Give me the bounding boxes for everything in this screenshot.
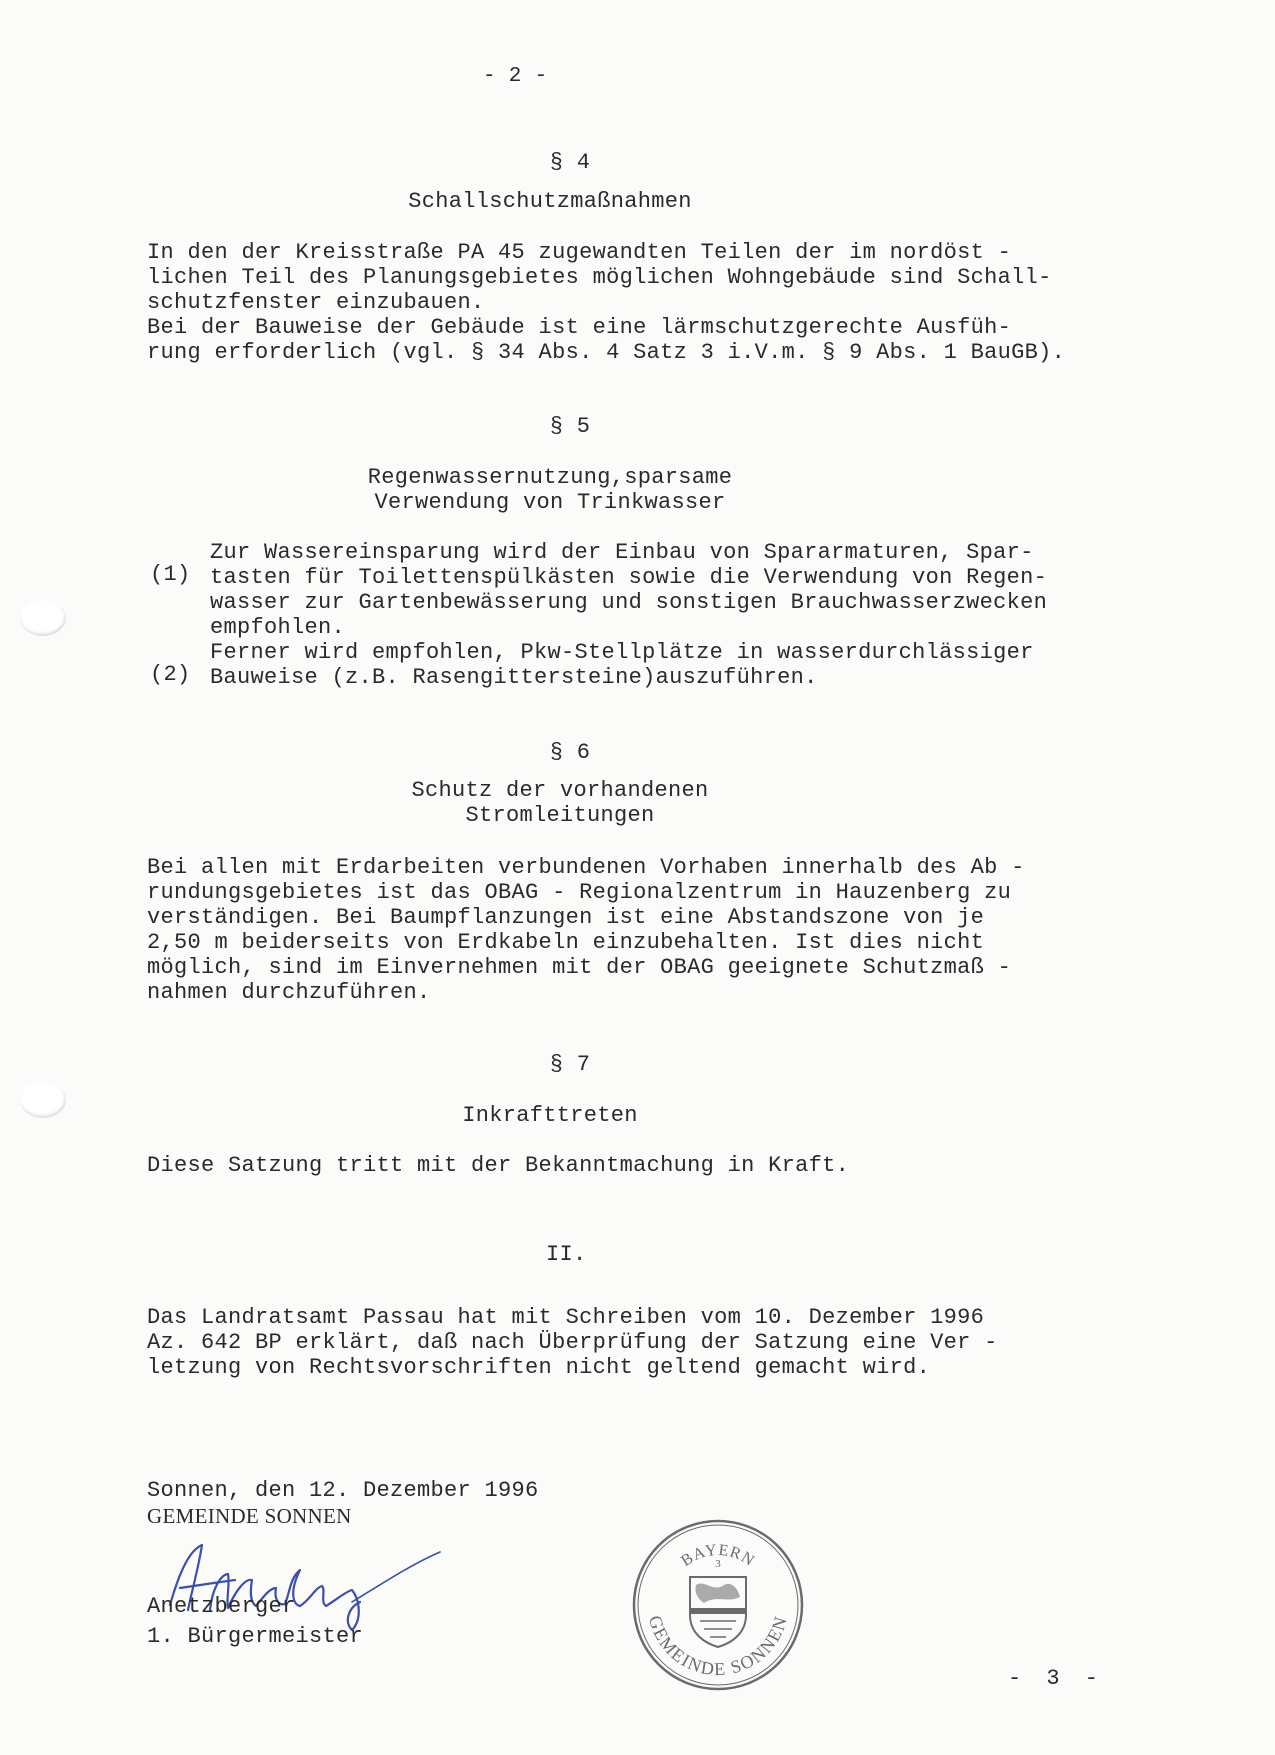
section-6-title-line: Stromleitungen bbox=[465, 803, 655, 828]
section-5-title-line: Verwendung von Trinkwasser bbox=[374, 490, 726, 515]
part-two-heading: II. bbox=[546, 1242, 587, 1267]
page-number-top: - 2 - bbox=[483, 65, 548, 88]
section-6-number: § 6 bbox=[549, 740, 591, 765]
punch-hole-upper bbox=[20, 600, 66, 636]
item-number: (2) bbox=[150, 662, 191, 687]
item-line: empfohlen. bbox=[210, 615, 346, 640]
signatory-name: Anetzberger bbox=[147, 1594, 296, 1619]
item-line: Ferner wird empfohlen, Pkw-Stellplätze in wasserdurchlässiger bbox=[210, 640, 1034, 665]
paragraph-line: Bei der Bauweise der Gebäude ist eine lärmschutzgerechte Ausfüh- bbox=[147, 315, 1012, 340]
section-6-title-line: Schutz der vorhandenen bbox=[411, 778, 709, 803]
paragraph-line: In den der Kreisstraße PA 45 zugewandten Teilen der im nordöst - bbox=[147, 240, 1012, 265]
paragraph-line: 2,50 m beiderseits von Erdkabeln einzubehalten. Ist dies nicht bbox=[147, 930, 985, 955]
paragraph-line: Bei allen mit Erdarbeiten verbundenen Vorhaben innerhalb des Ab - bbox=[147, 855, 1025, 880]
section-5-item-2 bbox=[150, 640, 1150, 690]
paragraph-line: schutzfenster einzubauen. bbox=[147, 290, 485, 315]
section-7-paragraph: Diese Satzung tritt mit der Bekanntmachung in Kraft. bbox=[147, 1153, 850, 1178]
paragraph-line: Az. 642 BP erklärt, daß nach Überprüfung der Satzung eine Ver - bbox=[147, 1330, 998, 1355]
official-seal-stamp bbox=[628, 1515, 808, 1695]
paragraph-line: letzung von Rechtsvorschriften nicht geltend gemacht wird. bbox=[147, 1355, 931, 1380]
seal-top-text: BAYERN bbox=[678, 1541, 758, 1570]
paragraph-line: rung erforderlich (vgl. § 34 Abs. 4 Satz 3 i.V.m. § 9 Abs. 1 BauGB). bbox=[147, 340, 1066, 365]
paragraph-line: lichen Teil des Planungsgebietes möglichen Wohngebäude sind Schall- bbox=[147, 265, 1052, 290]
section-7-number: § 7 bbox=[549, 1052, 591, 1077]
section-5-title-line: Regenwassernutzung,sparsame bbox=[367, 465, 733, 490]
place-date: Sonnen, den 12. Dezember 1996 bbox=[147, 1478, 539, 1503]
paragraph-line: nahmen durchzuführen. bbox=[147, 980, 431, 1005]
section-5-item-1 bbox=[150, 540, 1150, 640]
paragraph-line: Das Landratsamt Passau hat mit Schreiben vom 10. Dezember 1996 bbox=[147, 1305, 985, 1330]
seal-number: 3 bbox=[715, 1558, 721, 1570]
item-line: tasten für Toilettenspülkästen sowie die Verwendung von Regen- bbox=[210, 565, 1048, 590]
paragraph-line: rundungsgebietes ist das OBAG - Regionalzentrum in Hauzenberg zu bbox=[147, 880, 1012, 905]
item-number: (1) bbox=[150, 562, 191, 587]
section-4-title: Schallschutzmaßnahmen bbox=[408, 189, 692, 214]
section-4-number: § 4 bbox=[549, 150, 591, 175]
municipality-name: GEMEINDE SONNEN bbox=[147, 1504, 352, 1528]
signatory-title: 1. Bürgermeister bbox=[147, 1624, 364, 1649]
section-5-number: § 5 bbox=[549, 414, 591, 439]
section-7-title: Inkrafttreten bbox=[462, 1103, 638, 1128]
seal-ring-text: GEMEINDE SONNEN bbox=[644, 1613, 792, 1680]
paragraph-line: verständigen. Bei Baumpflanzungen ist eine Abstandszone von je bbox=[147, 905, 985, 930]
page-number-bottom: - 3 - bbox=[1008, 1666, 1105, 1691]
item-line: Bauweise (z.B. Rasengittersteine)auszuführen. bbox=[210, 665, 818, 690]
paragraph-line: möglich, sind im Einvernehmen mit der OBAG geeignete Schutzmaß - bbox=[147, 955, 1012, 980]
item-line: wasser zur Gartenbewässerung und sonstigen Brauchwasserzwecken bbox=[210, 590, 1048, 615]
item-line: Zur Wassereinsparung wird der Einbau von Spararmaturen, Spar- bbox=[210, 540, 1034, 565]
